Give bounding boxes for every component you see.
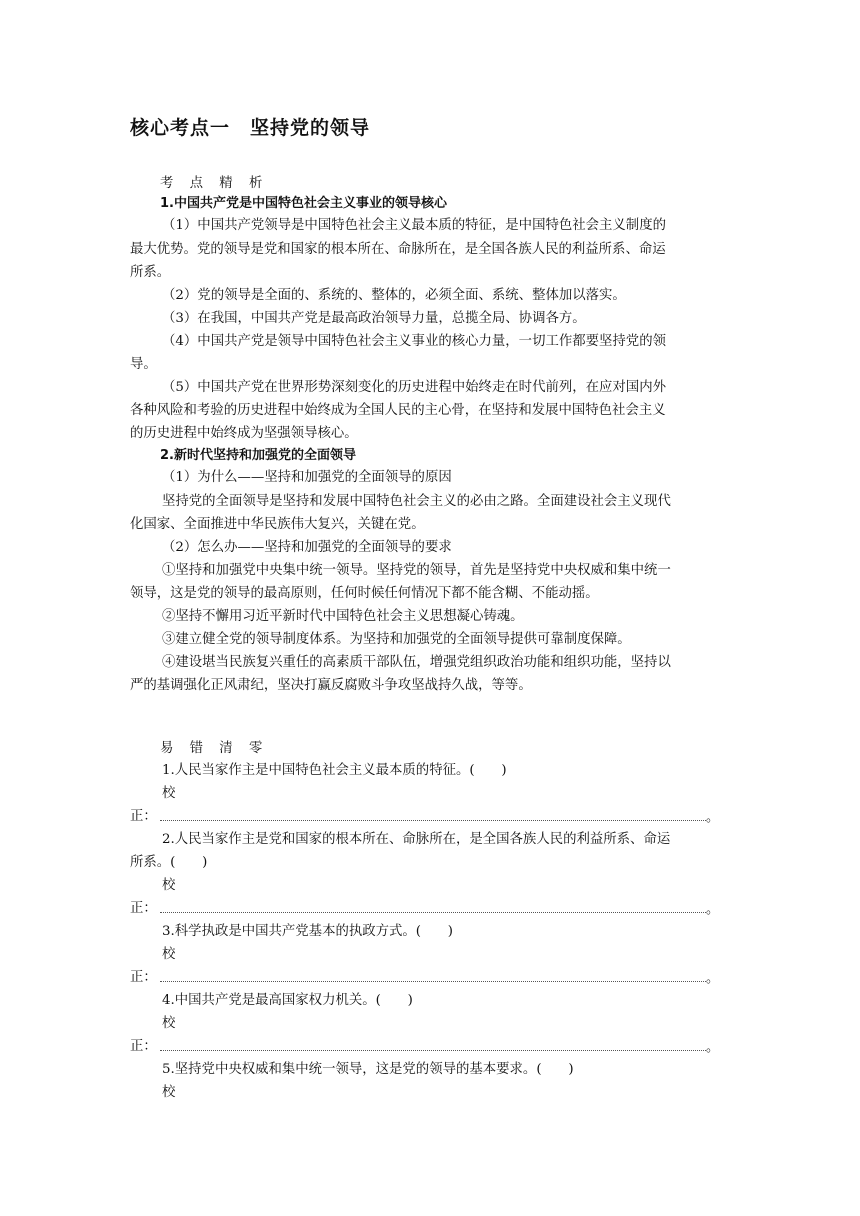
correction-answer-line[interactable] bbox=[160, 911, 706, 913]
correction-answer-line[interactable] bbox=[160, 1049, 706, 1051]
section-heading-analysis: 考 点 精 析 bbox=[160, 176, 269, 191]
end-mark: 。 bbox=[706, 1040, 720, 1055]
page-title: 核心考点一 坚持党的领导 bbox=[130, 117, 371, 139]
paragraph-line: （4）中国共产党是领导中国特色社会主义事业的核心力量，一切工作都要坚持党的领 bbox=[162, 334, 666, 349]
point1-title: 1.中国共产党是中国特色社会主义事业的领导核心 bbox=[160, 196, 447, 211]
section-heading-errors: 易 错 清 零 bbox=[160, 741, 269, 756]
paragraph-line: 所系。 bbox=[130, 265, 171, 280]
paragraph-line: ②坚持不懈用习近平新时代中国特色社会主义思想凝心铸魂。 bbox=[162, 609, 524, 624]
end-mark: 。 bbox=[706, 810, 720, 825]
paragraph-line: 的历史进程中始终成为坚强领导核心。 bbox=[130, 426, 358, 441]
point2-title: 2.新时代坚持和加强党的全面领导 bbox=[160, 448, 356, 463]
correction-label: 正： bbox=[130, 1039, 157, 1054]
error-question: 5.坚持党中央权威和集中统一领导，这是党的领导的基本要求。( ) bbox=[162, 1062, 574, 1077]
paragraph-line: ①坚持和加强党中央集中统一领导。坚持党的领导，首先是坚持党中央权威和集中统一 bbox=[162, 563, 671, 578]
error-question: 所系。( ) bbox=[130, 855, 208, 870]
correction-answer-line[interactable] bbox=[160, 819, 706, 821]
paragraph-line: 各种风险和考验的历史进程中始终成为全国人民的主心骨，在坚持和发展中国特色社会主义 bbox=[130, 403, 666, 418]
paragraph-line: （2）党的领导是全面的、系统的、整体的，必须全面、系统、整体加以落实。 bbox=[162, 288, 626, 303]
paragraph-line: 严的基调强化正风肃纪，坚决打赢反腐败斗争攻坚战持久战，等等。 bbox=[130, 678, 532, 693]
error-question: 1.人民当家作主是中国特色社会主义最本质的特征。( ) bbox=[162, 763, 507, 778]
error-question: 2.人民当家作主是党和国家的根本所在、命脉所在，是全国各族人民的利益所系、命运 bbox=[162, 832, 671, 847]
paragraph-line: 领导，这是党的领导的最高原则，任何时候任何情况下都不能含糊、不能动摇。 bbox=[130, 586, 599, 601]
correction-label: 校 bbox=[162, 1085, 176, 1100]
paragraph-line: 导。 bbox=[130, 357, 157, 372]
paragraph-line: ③建立健全党的领导制度体系。为坚持和加强党的全面领导提供可靠制度保障。 bbox=[162, 632, 631, 647]
correction-label: 校 bbox=[162, 786, 176, 801]
correction-label: 正： bbox=[130, 901, 157, 916]
correction-label: 正： bbox=[130, 970, 157, 985]
end-mark: 。 bbox=[706, 902, 720, 917]
paragraph-line: 最大优势。党的领导是党和国家的根本所在、命脉所在，是全国各族人民的利益所系、命运 bbox=[130, 242, 666, 257]
correction-label: 校 bbox=[162, 1016, 176, 1031]
correction-label: 正： bbox=[130, 809, 157, 824]
paragraph-line: 坚持党的全面领导是坚持和发展中国特色社会主义的必由之路。全面建设社会主义现代 bbox=[162, 494, 671, 509]
end-mark: 。 bbox=[706, 971, 720, 986]
correction-label: 校 bbox=[162, 947, 176, 962]
paragraph-line: （3）在我国，中国共产党是最高政治领导力量，总揽全局、协调各方。 bbox=[162, 311, 586, 326]
paragraph-line: ④建设堪当民族复兴重任的高素质干部队伍，增强党组织政治功能和组织功能，坚持以 bbox=[162, 655, 671, 670]
paragraph-line: （5）中国共产党在世界形势深刻变化的历史进程中始终走在时代前列，在应对国内外 bbox=[162, 380, 666, 395]
paragraph-line: （1）中国共产党领导是中国特色社会主义最本质的特征，是中国特色社会主义制度的 bbox=[162, 218, 666, 233]
paragraph-line: （1）为什么——坚持和加强党的全面领导的原因 bbox=[162, 470, 452, 485]
correction-answer-line[interactable] bbox=[160, 980, 706, 982]
error-question: 4.中国共产党是最高国家权力机关。( ) bbox=[162, 993, 413, 1008]
paragraph-line: 化国家、全面推进中华民族伟大复兴，关键在党。 bbox=[130, 517, 425, 532]
error-question: 3.科学执政是中国共产党基本的执政方式。( ) bbox=[162, 924, 454, 939]
correction-label: 校 bbox=[162, 878, 176, 893]
paragraph-line: （2）怎么办——坚持和加强党的全面领导的要求 bbox=[162, 540, 452, 555]
